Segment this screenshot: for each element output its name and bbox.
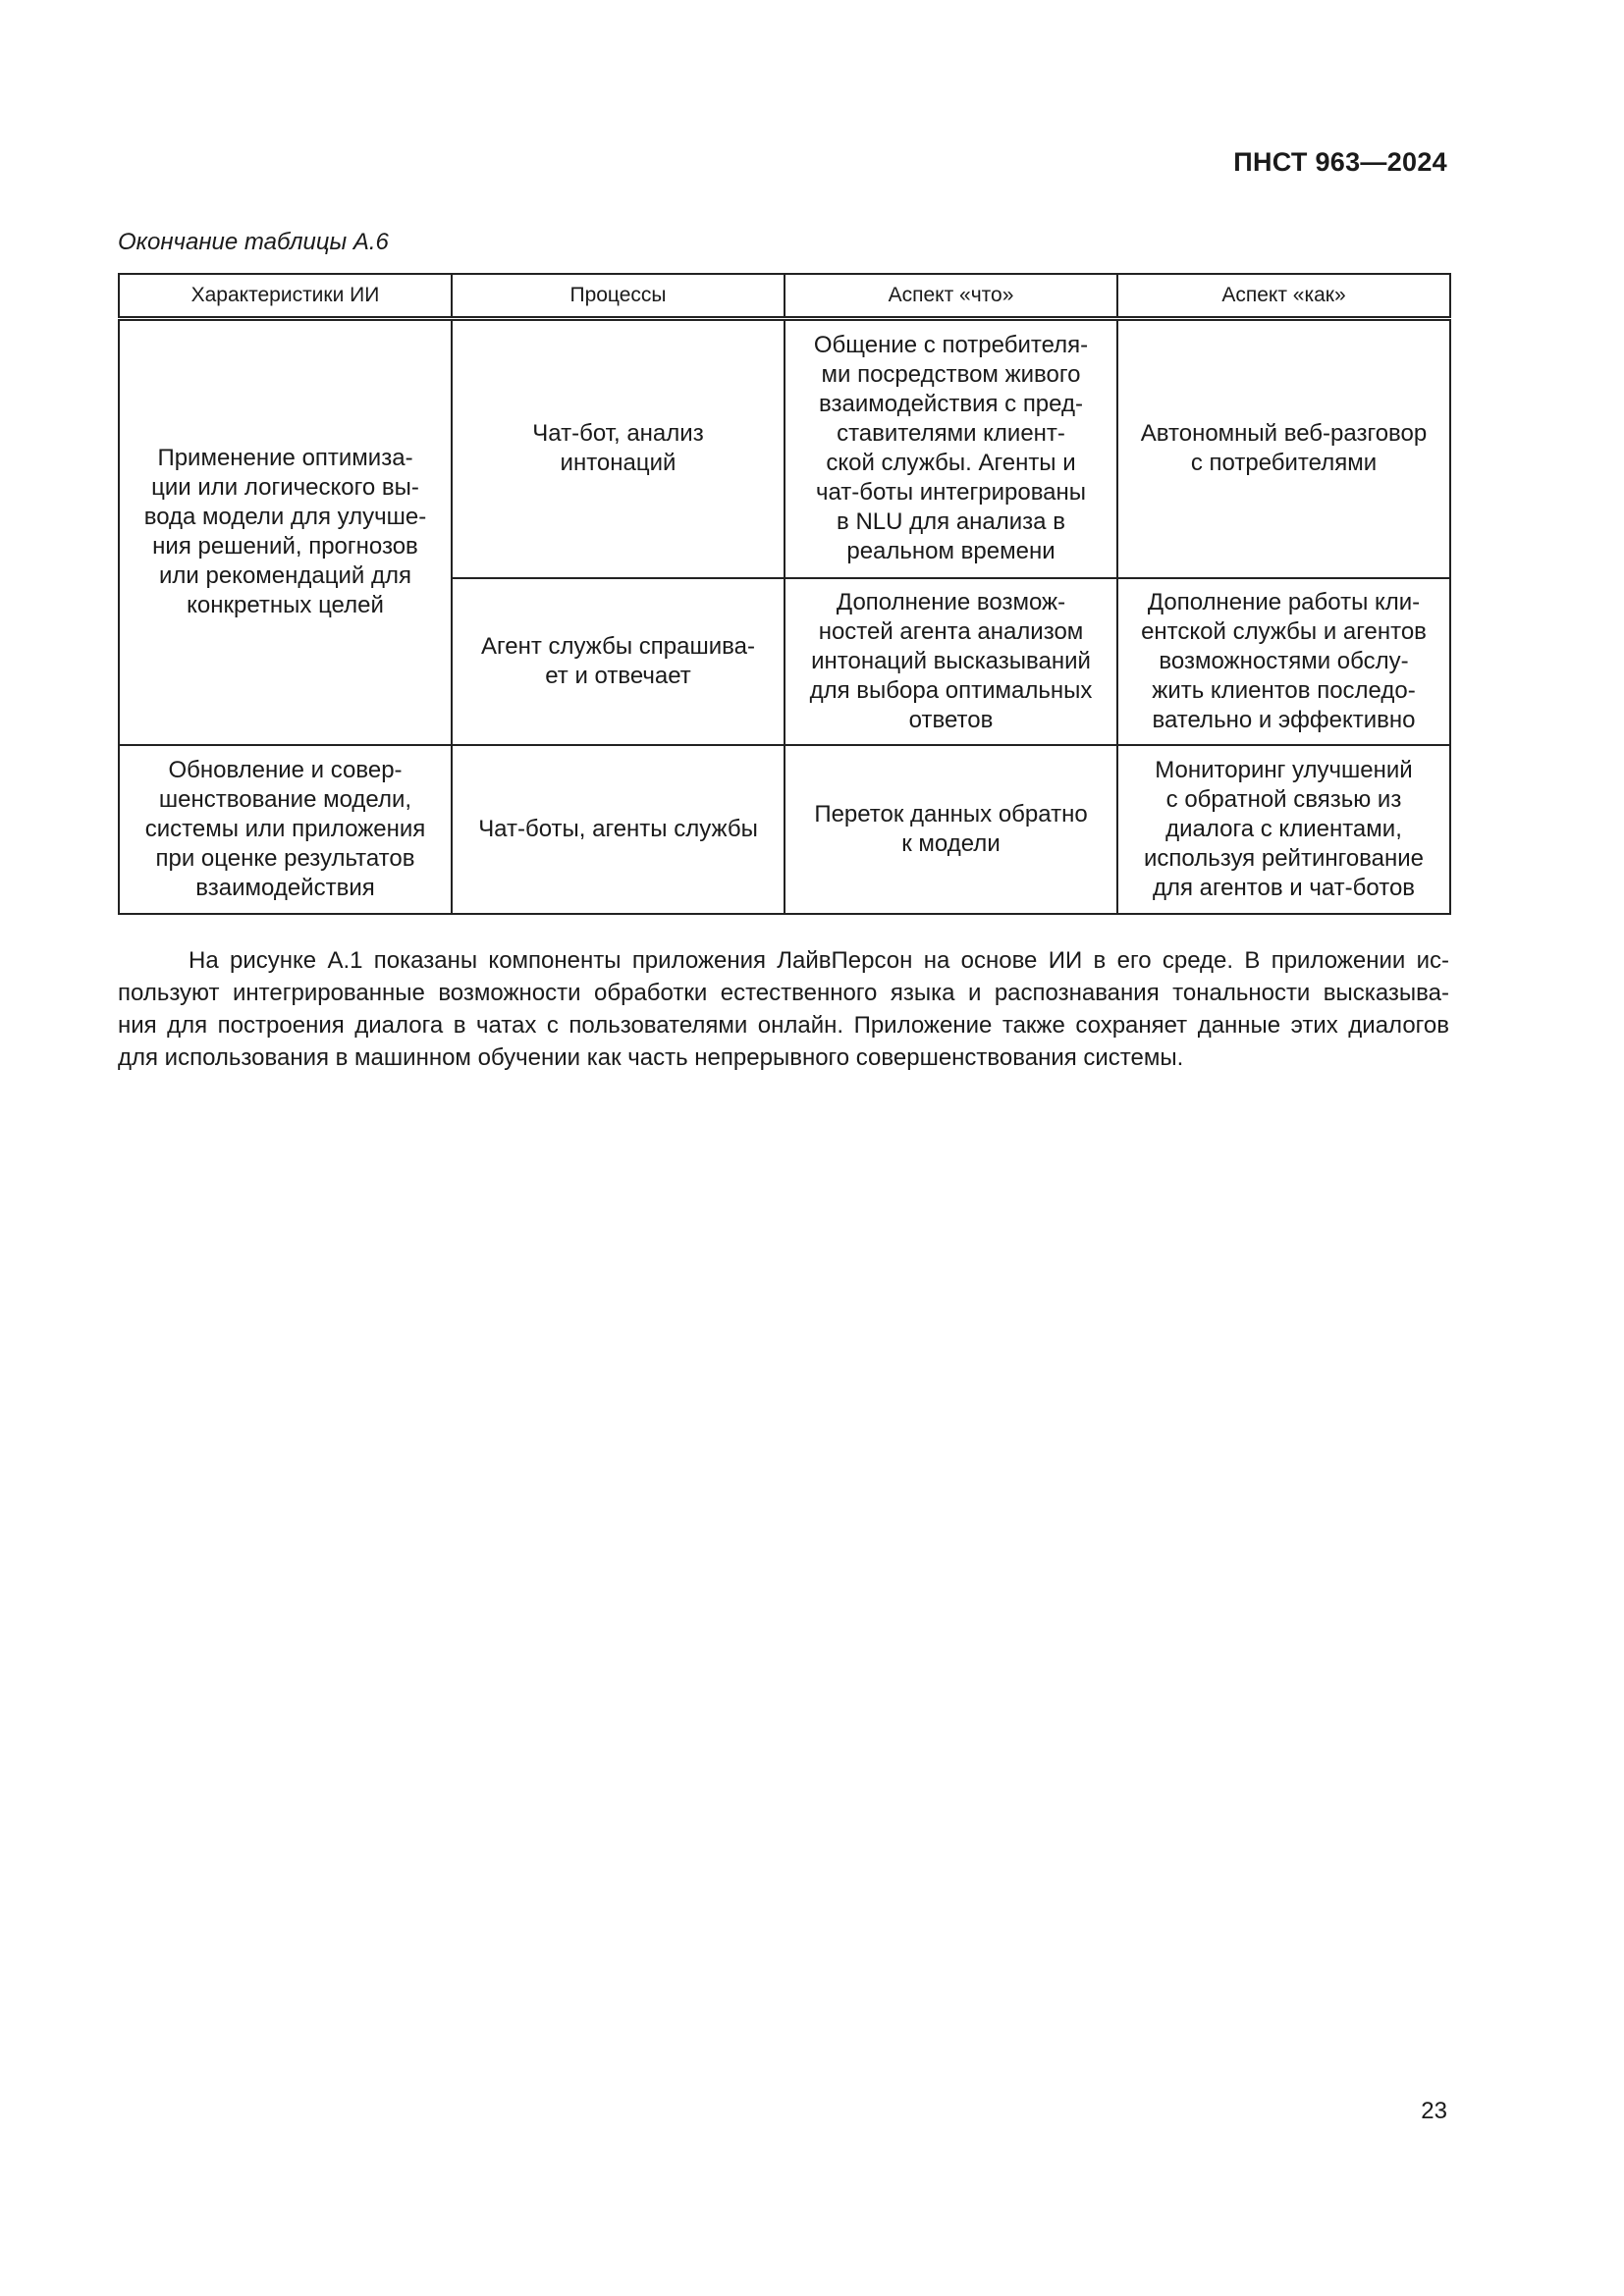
cell-text: Чат-боты, агенты службы: [478, 815, 758, 842]
cell-text: Автономный веб-разговор с потребителями: [1140, 420, 1428, 477]
cell-text: Чат-бот, анализ интонаций: [532, 420, 704, 477]
table-cell-characteristic: [119, 745, 452, 914]
column-header-aspect-what: Аспект «что»: [785, 274, 1117, 319]
table-row: [119, 319, 1450, 578]
column-header-characteristics: Характеристики ИИ: [119, 274, 452, 319]
table-cell-what: [785, 578, 1117, 745]
cell-text: Применение оптимиза- ции или логического вы- вода модели для улучше- ния решений, прогнозов или рекомендаций для конкретных целей: [143, 445, 427, 619]
column-header-processes: Процессы: [452, 274, 785, 319]
cell-text: Обновление и совер- шенствование модели, системы или приложения при оценке результатов взаимодействия: [144, 756, 426, 901]
data-table: [118, 273, 1451, 915]
table-cell-process: [452, 745, 785, 914]
paragraph-line: пользуют интегрированные возможности обработки естественного языка и распознавания тональности высказыва-: [118, 980, 1449, 1006]
table-cell-how: [1117, 578, 1450, 745]
paragraph-line: ния для построения диалога в чатах с пользователями онлайн. Приложение также сохраняет данные этих диалогов: [118, 1012, 1449, 1039]
table-cell-characteristic: [119, 319, 452, 745]
table-row: [119, 745, 1450, 914]
paragraph-line: для использования в машинном обучении как часть непрерывного совершенствования системы.: [118, 1044, 1184, 1071]
paragraph-line: На рисунке А.1 показаны компоненты приложения ЛайвПерсон на основе ИИ в его среде. В приложении ис-: [189, 947, 1449, 974]
table-cell-process: [452, 578, 785, 745]
table-cell-process: [452, 319, 785, 578]
cell-text: Дополнение возмож- ностей агента анализом интонаций высказываний для выбора оптимальных ответов: [809, 588, 1093, 733]
body-paragraph: [118, 944, 1449, 1074]
cell-text: Дополнение работы кли- ентской службы и агентов возможностями обслу- жить клиентов последо- вательно и эффективно: [1141, 588, 1427, 733]
cell-text: Агент службы спрашива- ет и отвечает: [481, 632, 755, 689]
cell-text: Общение с потребителя- ми посредством живого взаимодействия с пред- ставителями клиент- ской службы. Агенты и чат-боты интегрированы в NLU для анализа в реальном времени: [813, 332, 1089, 565]
column-header-aspect-how: Аспект «как»: [1117, 274, 1450, 319]
table-cell-how: [1117, 319, 1450, 578]
table-cell-what: [785, 319, 1117, 578]
table-cell-what: [785, 745, 1117, 914]
document-code: ПНСТ 963—2024: [1233, 147, 1447, 177]
cell-text: Мониторинг улучшений с обратной связью из диалога с клиентами, используя рейтингование для агентов и чат-ботов: [1143, 756, 1425, 901]
table-cell-how: [1117, 745, 1450, 914]
table-header-row: [119, 274, 1450, 319]
page-number: 23: [1421, 2098, 1447, 2124]
cell-text: Переток данных обратно к модели: [814, 800, 1088, 857]
table-caption: Окончание таблицы А.6: [118, 229, 389, 255]
